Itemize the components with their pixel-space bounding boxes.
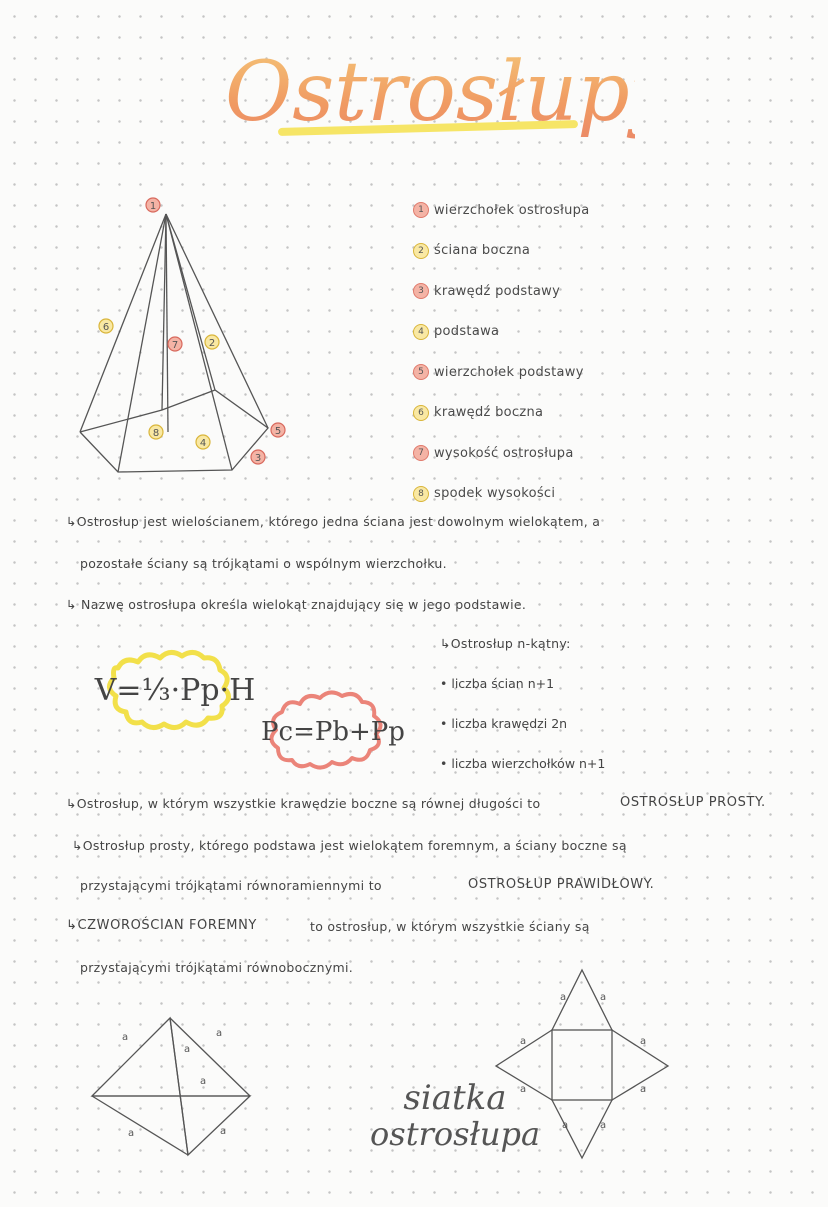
pyramid-label-7 (168, 337, 182, 351)
note-prosty-term: OSTROSŁUP PROSTY. (620, 795, 766, 810)
pyramid-label-6 (99, 319, 113, 333)
page-title: Ostrosłupy (225, 38, 635, 158)
svg-text:a: a (128, 1128, 135, 1139)
svg-text:a: a (520, 1036, 527, 1047)
legend-text: wierzchołek ostrosłupa (434, 202, 590, 218)
svg-text:a: a (640, 1084, 647, 1095)
svg-text:a: a (220, 1126, 227, 1137)
svg-text:6: 6 (102, 322, 110, 333)
pyramid-base (80, 390, 268, 472)
legend-item (413, 231, 673, 272)
surface-area-formula: Pc=Pb+Pp (261, 717, 405, 747)
net-caption-line-2: ostrosłupa (370, 1115, 541, 1153)
n-gonal-item-edges: • liczba krawędzi 2n (440, 716, 568, 731)
svg-text:a: a (600, 1120, 607, 1131)
note-czworoscian-term: ↳CZWOROŚCIAN FOREMNY (66, 918, 257, 933)
pyramid-label-4 (196, 435, 210, 449)
definition-line-2: pozostałe ściany są trójkątami o wspólnym wierzchołku. (80, 556, 447, 571)
legend-text: krawędź podstawy (434, 283, 561, 299)
tetrahedron-diagram (92, 1018, 250, 1155)
note-czworoscian-line-2: przystającymi trójkątami równobocznymi. (80, 960, 354, 975)
number-badge-8: 8 (413, 486, 429, 502)
number-badge-2: 2 (413, 243, 429, 259)
number-badge-6: 6 (413, 405, 429, 421)
legend-list (413, 190, 673, 514)
number-badge-3: 3 (413, 283, 429, 299)
note-prawidlowy-term: OSTROSŁUP PRAWIDŁOWY. (468, 877, 655, 892)
pyramid-label-3 (251, 450, 265, 464)
number-badge-7: 7 (413, 445, 429, 461)
svg-text:a: a (560, 992, 567, 1003)
svg-text:a: a (600, 992, 607, 1003)
legend-text: wierzchołek podstawy (434, 364, 584, 380)
net-caption (370, 1080, 540, 1152)
pyramid-label-5 (271, 423, 285, 437)
svg-text:a: a (520, 1084, 527, 1095)
svg-text:a: a (640, 1036, 647, 1047)
pyramid-label-1 (146, 198, 160, 212)
legend-text: wysokość ostrosłupa (434, 445, 574, 461)
number-badge-4: 4 (413, 324, 429, 340)
legend-text: krawędź boczna (434, 405, 544, 421)
number-badge-1: 1 (413, 202, 429, 218)
legend-item (413, 312, 673, 353)
svg-text:a: a (216, 1028, 223, 1039)
svg-text:a: a (122, 1032, 129, 1043)
note-prosty: ↳Ostrosłup, w którym wszystkie krawędzie boczne są równej długości to (66, 796, 541, 811)
pyramid-label-8 (149, 425, 163, 439)
legend-item (413, 190, 673, 231)
svg-text:a: a (562, 1120, 569, 1131)
legend-text: podstawa (434, 324, 500, 340)
svg-text:a: a (200, 1076, 207, 1087)
n-gonal-heading: ↳Ostrosłup n-kątny: (440, 636, 571, 651)
n-gonal-item-vertices: • liczba wierzchołków n+1 (440, 756, 606, 771)
legend-text: ściana boczna (434, 243, 531, 259)
n-gonal-item-faces: • liczba ścian n+1 (440, 676, 555, 691)
legend-item (413, 474, 673, 515)
svg-text:4: 4 (199, 438, 207, 449)
svg-text:5: 5 (274, 426, 282, 437)
note-czworoscian-line-1: to ostrosłup, w którym wszystkie ściany są (310, 919, 590, 934)
definition-line-1: ↳Ostrosłup jest wielościanem, którego jedna ściana jest dowolnym wielokątem, a (66, 514, 601, 529)
svg-text:1: 1 (149, 201, 157, 212)
svg-text:3: 3 (254, 453, 262, 464)
legend-item (413, 393, 673, 434)
note-prawidlowy-line-2: przystającymi trójkątami równoramiennymi to (80, 878, 382, 893)
note-prawidlowy-line-1: ↳Ostrosłup prosty, którego podstawa jest wielokątem foremnym, a ściany boczne są (72, 838, 627, 853)
legend-item (413, 271, 673, 312)
svg-text:8: 8 (152, 428, 160, 439)
svg-text:2: 2 (208, 338, 216, 349)
volume-formula: V=⅓·Pp·H (94, 672, 256, 708)
svg-text:7: 7 (171, 340, 179, 351)
svg-text:a: a (184, 1044, 191, 1055)
number-badge-5: 5 (413, 364, 429, 380)
definition-line-3: ↳ Nazwę ostrosłupa określa wielokąt znajdujący się w jego podstawie. (66, 597, 527, 612)
legend-text: spodek wysokości (434, 486, 556, 502)
pyramid-label-2 (205, 335, 219, 349)
legend-item (413, 433, 673, 474)
legend-item (413, 352, 673, 393)
net-caption-line-1: siatka (403, 1078, 507, 1118)
